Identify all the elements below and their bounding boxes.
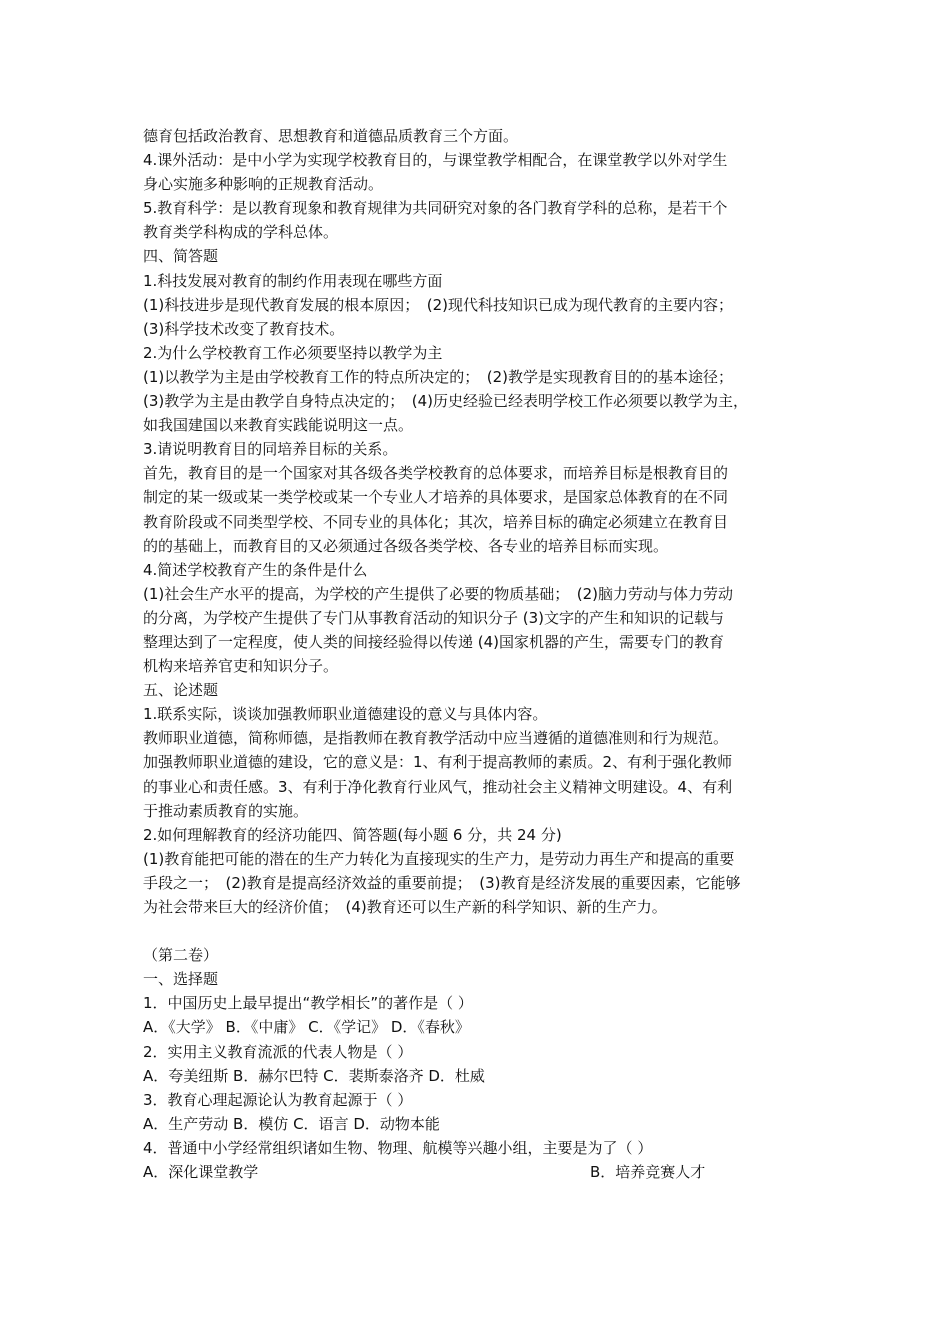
section-heading: 一、选择题 [143,970,219,989]
text-line: 的分离，为学校产生提供了专门从事教育活动的知识分子 (3)文字的产生和知识的记载与 [143,608,725,627]
question-line: 3．教育心理起源论认为教育起源于（ ） [143,1090,413,1109]
text-line: 于推动素质教育的实施。 [143,801,309,820]
options-line: A．夸美纽斯 B．赫尔巴特 C．裴斯泰洛齐 D．杜威 [143,1066,485,1085]
section-heading: 四、简答题 [143,247,219,266]
text-line: 的事业心和责任感。3、有利于净化教育行业风气，推动社会主义精神文明建设。4、有利 [143,777,733,796]
text-line: 教育阶段或不同类型学校、不同专业的具体化；其次，培养目标的确定必须建立在教育目 [143,512,729,531]
question-line: 2.为什么学校教育工作必须要坚持以教学为主 [143,343,443,362]
question-line: 2.如何理解教育的经济功能四、简答题(每小题 6 分，共 24 分) [143,825,562,844]
question-line: 3.请说明教育目的同培养目标的关系。 [143,440,398,459]
text-line: (1)社会生产水平的提高，为学校的产生提供了必要的物质基础； (2)脑力劳动与体力劳动 [143,584,733,603]
options-line [143,1160,823,1184]
section-heading: 五、论述题 [143,681,219,700]
text-line: (3)科学技术改变了教育技术。 [143,319,345,338]
text-line: 如我国建国以来教育实践能说明这一点。 [143,416,414,435]
question-line: 4．普通中小学经常组织诸如生物、物理、航模等兴趣小组，主要是为了（ ） [143,1138,653,1157]
options-line: A．生产劳动 B．模仿 C．语言 D．动物本能 [143,1114,440,1133]
question-line: 4.简述学校教育产生的条件是什么 [143,560,368,579]
text-line: 4.课外活动：是中小学为实现学校教育目的，与课堂教学相配合，在课堂教学以外对学生 [143,151,728,170]
question-line: 1．中国历史上最早提出“教学相长”的著作是（ ） [143,994,473,1013]
option-b: B．培养竞赛人才 [590,1163,706,1182]
text-line: 身心实施多种影响的正规教育活动。 [143,175,384,194]
text-line: 首先，教育目的是一个国家对其各级各类学校教育的总体要求，而培养目标是根教育目的 [143,464,729,483]
question-line: 1.联系实际，谈谈加强教师职业道德建设的意义与具体内容。 [143,705,548,724]
text-line: 整理达到了一定程度，使人类的间接经验得以传递 (4)国家机器的产生，需要专门的教育 [143,632,725,651]
text-line: (3)教学为主是由教学自身特点决定的； (4)历史经验已经表明学校工作必须要以教学为主， [143,392,748,411]
text-line: (1)科技进步是现代教育发展的根本原因； (2)现代科技知识已成为现代教育的主要内容； [143,295,733,314]
text-line: 手段之一； (2)教育是提高经济效益的重要前提； (3)教育是经济发展的重要因素，它能够 [143,873,741,892]
text-line: 教育类学科构成的学科总体。 [143,223,339,242]
document-page [143,124,823,1184]
text-line: 教师职业道德，简称师德，是指教师在教育教学活动中应当遵循的道德准则和行为规范。 [143,729,729,748]
question-line: 1.科技发展对教育的制约作用表现在哪些方面 [143,271,443,290]
option-a: A．深化课堂教学 [143,1163,259,1182]
text-line: (1)以教学为主是由学校教育工作的特点所决定的； (2)教学是实现教育目的的基本途径； [143,367,733,386]
text-line: 德育包括政治教育、思想教育和道德品质教育三个方面。 [143,127,519,145]
options-line: A．《大学》 B．《中庸》 C．《学记》 D．《春秋》 [143,1018,470,1037]
text-line: 5.教育科学：是以教育现象和教育规律为共同研究对象的各门教育学科的总称，是若干个 [143,199,728,218]
text-line: 为社会带来巨大的经济价值； (4)教育还可以生产新的科学知识、新的生产力。 [143,898,667,916]
text-line: 机构来培养官吏和知识分子。 [143,657,339,676]
text-line: (1)教育能把可能的潜在的生产力转化为直接现实的生产力，是劳动力再生产和提高的重要 [143,849,735,868]
part-title: （第二卷） [143,946,219,965]
text-line: 的的基础上，而教育目的又必须通过各级各类学校、各专业的培养目标而实现。 [143,536,669,555]
text-line: 制定的某一级或某一类学校或某一个专业人才培养的具体要求，是国家总体教育的在不同 [143,488,729,507]
text-line: 加强教师职业道德的建设，它的意义是：1、有利于提高教师的素质。2、有利于强化教师 [143,753,733,772]
blank-line [143,919,823,943]
question-line: 2．实用主义教育流派的代表人物是（ ） [143,1042,413,1061]
